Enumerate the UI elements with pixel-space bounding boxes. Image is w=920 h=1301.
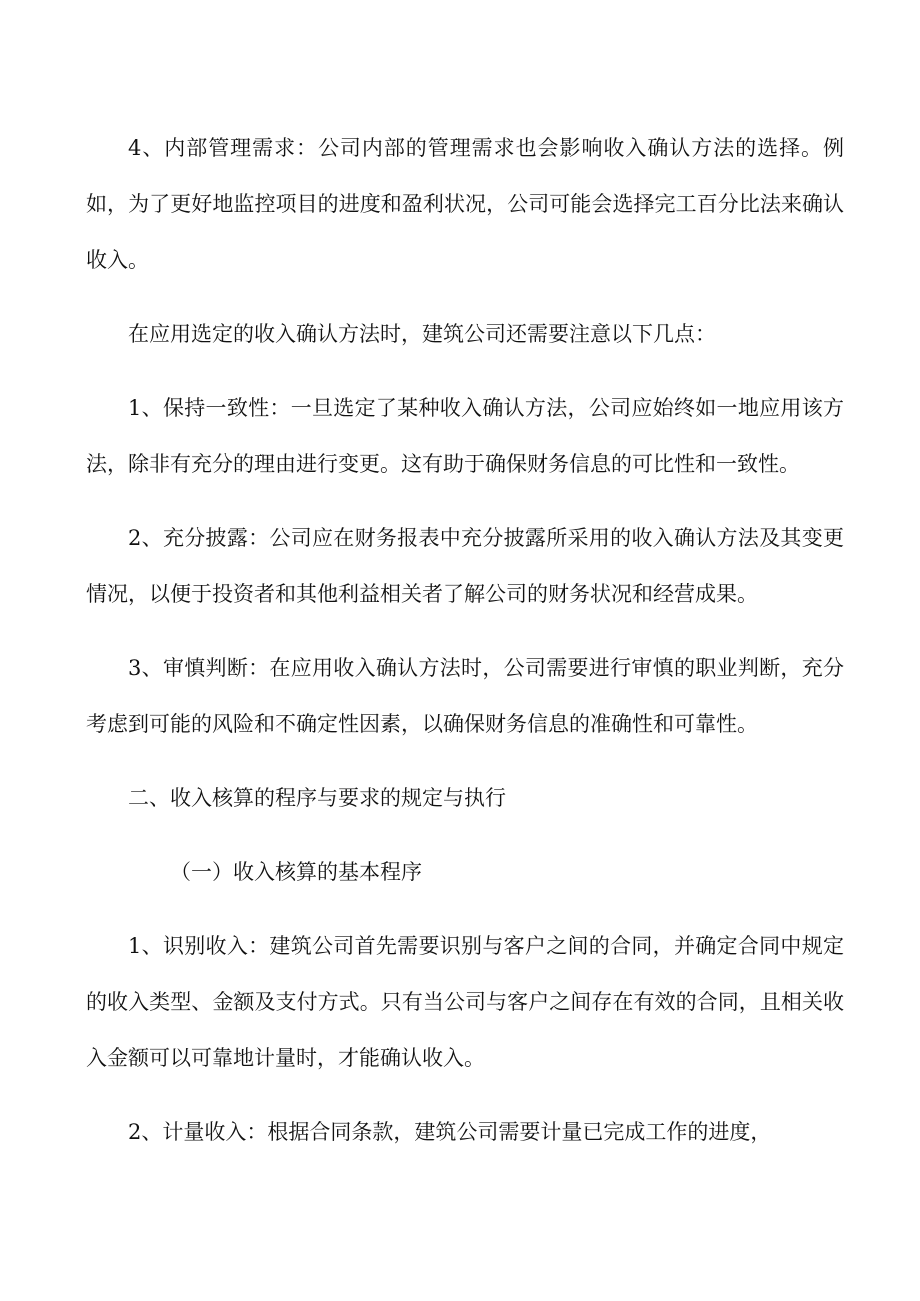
paragraph-internal-management-needs: 4、内部管理需求：公司内部的管理需求也会影响收入确认方法的选择。例如，为了更好地监控项目的进度和盈利状况，公司可能会选择完工百分比法来确认收入。 <box>86 136 844 272</box>
paragraph-prudent-judgment: 3、审慎判断：在应用收入确认方法时，公司需要进行审慎的职业判断，充分考虑到可能的风险和不确定性因素，以确保财务信息的准确性和可靠性。 <box>86 656 844 736</box>
section-heading: 二、收入核算的程序与要求的规定与执行 <box>128 786 506 810</box>
subsection-heading: （一）收入核算的基本程序 <box>170 860 422 884</box>
paragraph-full-disclosure: 2、充分披露：公司应在财务报表中充分披露所采用的收入确认方法及其变更情况，以便于投资者和其他利益相关者了解公司的财务状况和经营成果。 <box>86 526 844 606</box>
document-body <box>86 120 844 1178</box>
paragraph-measure-revenue: 2、计量收入：根据合同条款，建筑公司需要计量已完成工作的进度， <box>128 1120 772 1144</box>
paragraph-identify-revenue: 1、识别收入：建筑公司首先需要识别与客户之间的合同，并确定合同中规定的收入类型、金额及支付方式。只有当公司与客户之间存在有效的合同，且相关收入金额可以可靠地计量时，才能确认收入。 <box>86 934 844 1070</box>
paragraph-consistency: 1、保持一致性：一旦选定了某种收入确认方法，公司应始终如一地应用该方法，除非有充分的理由进行变更。这有助于确保财务信息的可比性和一致性。 <box>86 396 844 476</box>
paragraph-application-notes-intro: 在应用选定的收入确认方法时，建筑公司还需要注意以下几点： <box>128 322 716 346</box>
